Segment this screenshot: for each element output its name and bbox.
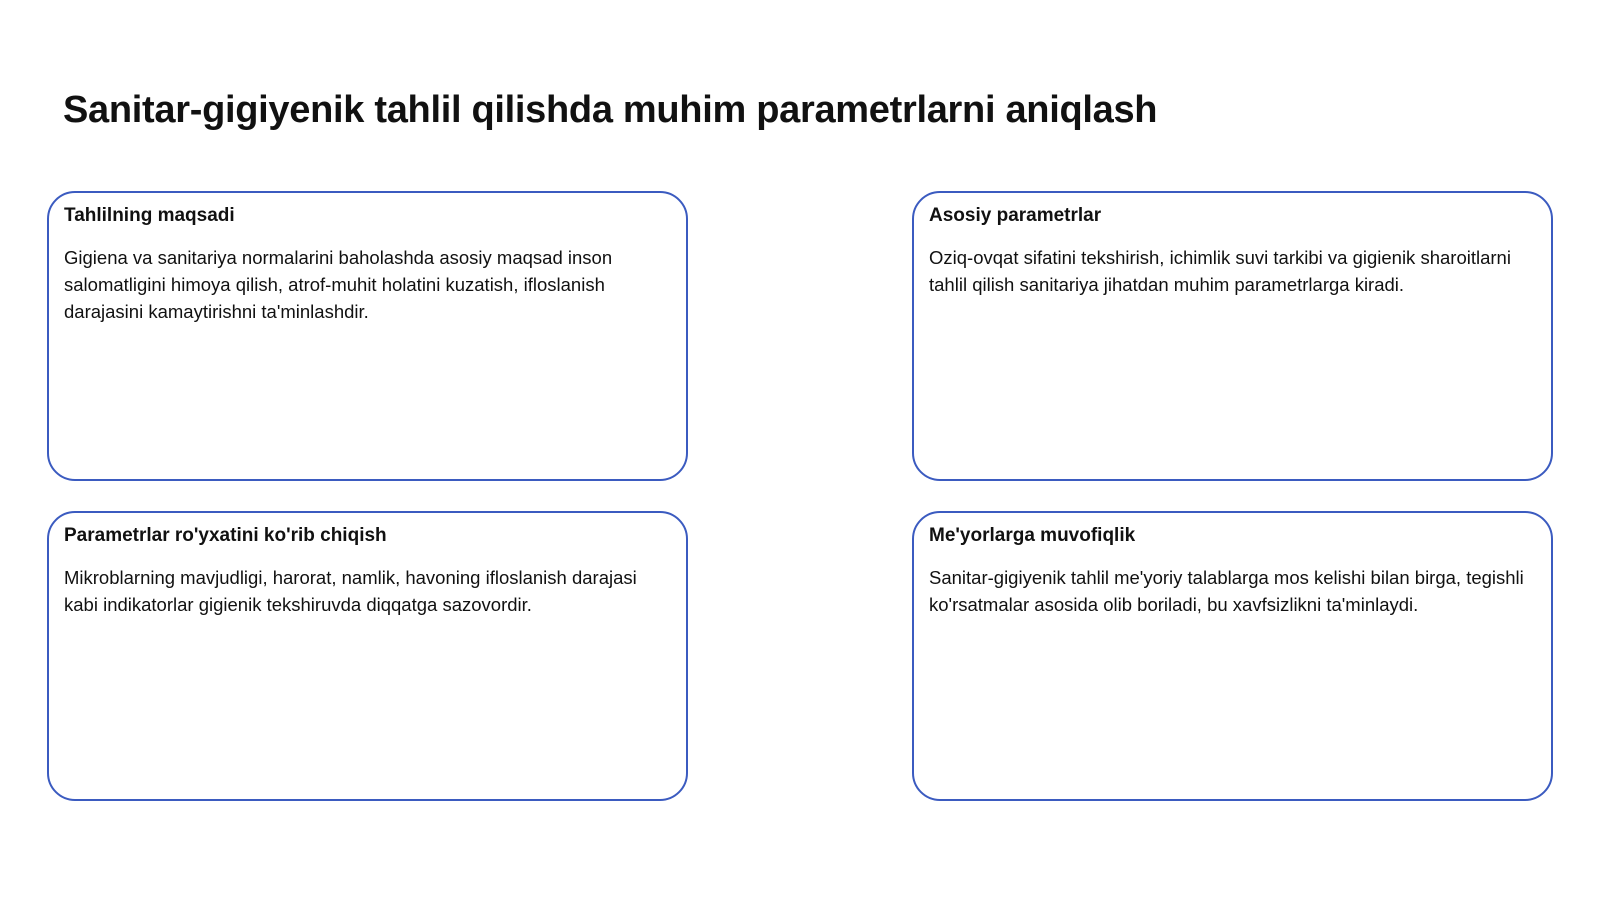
card-title: Me'yorlarga muvofiqlik xyxy=(929,525,1136,546)
card-body: Mikroblarning mavjudligi, harorat, namlik, havoning ifloslanish darajasi kabi indikatorlar gigienik tekshiruvda diqqatga sazovordir. xyxy=(64,566,637,615)
card-tahlilning-maqsadi xyxy=(47,191,688,481)
card-parametrlar-royxati xyxy=(47,511,688,801)
card-body: Sanitar-gigiyenik tahlil me'yoriy talablarga mos kelishi bilan birga, tegishli ko'rsatmalar asosida olib boriladi, bu xavfsizlikni ta'minlaydi. xyxy=(929,566,1524,615)
card-title: Tahlilning maqsadi xyxy=(64,205,235,226)
card-meyorlarga-muvofiqlik xyxy=(912,511,1553,801)
card-asosiy-parametrlar xyxy=(912,191,1553,481)
card-body: Gigiena va sanitariya normalarini baholashda asosiy maqsad inson salomatligini himoya qilish, atrof-muhit holatini kuzatish, ifloslanish darajasini kamaytirishni ta'minlashdir. xyxy=(64,246,613,322)
card-title: Parametrlar ro'yxatini ko'rib chiqish xyxy=(64,525,387,546)
card-body: Oziq-ovqat sifatini tekshirish, ichimlik suvi tarkibi va gigienik sharoitlarni tahlil qilish sanitariya jihatdan muhim parametrlarga kiradi. xyxy=(929,246,1511,295)
card-title: Asosiy parametrlar xyxy=(929,205,1102,226)
slide-title: Sanitar-gigiyenik tahlil qilishda muhim parametrlarni aniqlash xyxy=(63,89,1158,131)
